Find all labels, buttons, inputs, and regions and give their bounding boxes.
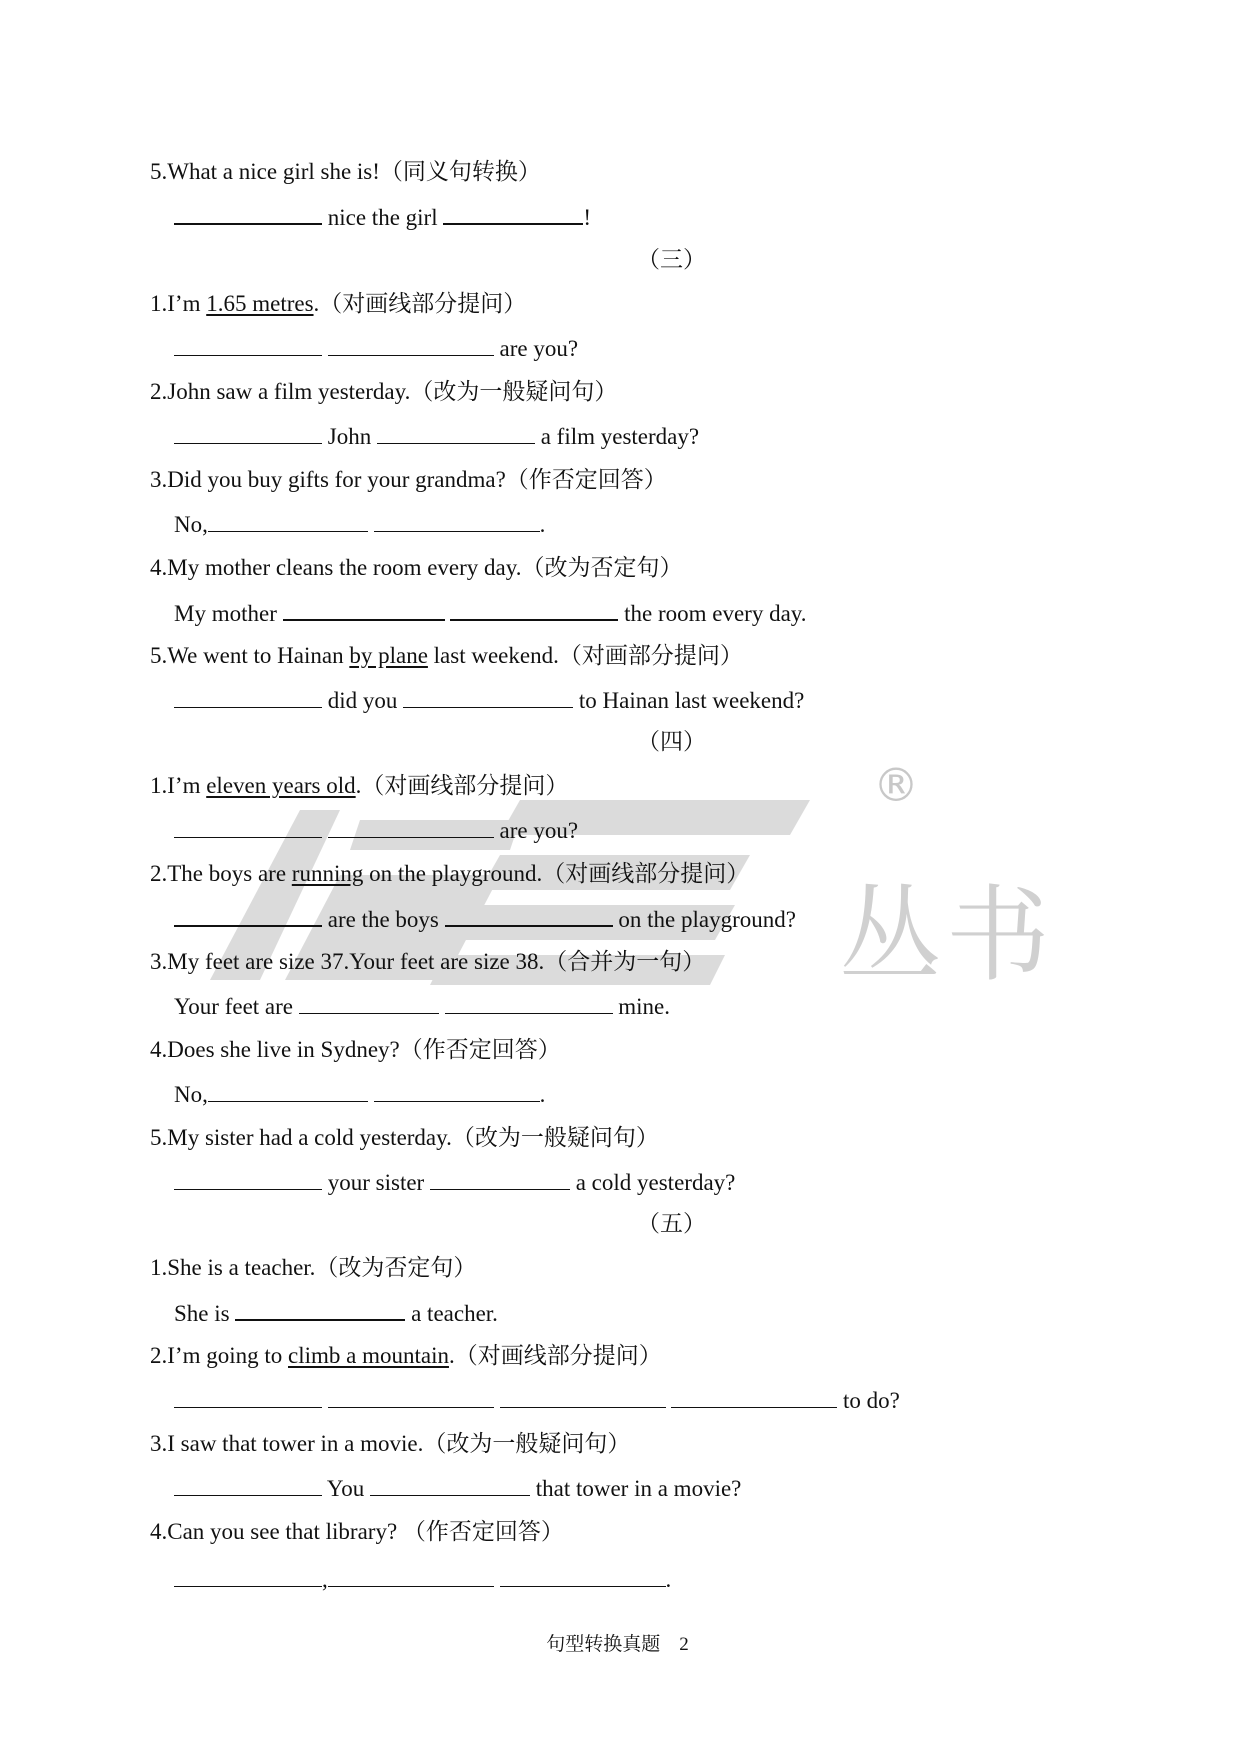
answer-line: are you? (174, 333, 578, 364)
answer-line: You that tower in a movie? (174, 1473, 741, 1504)
answer-blank[interactable] (174, 1385, 322, 1408)
answer-line: She is a teacher. (174, 1297, 498, 1329)
answer-line: John a film yesterday? (174, 421, 699, 452)
answer-blank[interactable] (500, 1385, 666, 1408)
answer-blank[interactable] (328, 333, 494, 356)
answer-blank[interactable] (430, 1167, 570, 1190)
question-text: 1.I’m eleven years old.（对画线部分提问） (150, 773, 569, 798)
question-text: 2.I’m going to climb a mountain.（对画线部分提问） (150, 1343, 662, 1368)
underlined-part: 1.65 metres (206, 291, 314, 316)
question-text: 5.What a nice girl she is!（同义句转换） (150, 159, 541, 184)
answer-blank[interactable] (671, 1385, 837, 1408)
answer-blank[interactable] (174, 1167, 322, 1190)
answer-blank[interactable] (403, 685, 573, 708)
question-text: 1.She is a teacher.（改为否定句） (150, 1255, 477, 1280)
answer-line: No, . (174, 509, 545, 540)
answer-blank[interactable] (445, 903, 613, 927)
answer-blank[interactable] (377, 421, 535, 444)
answer-blank[interactable] (174, 1473, 322, 1496)
answer-blank[interactable] (208, 509, 368, 532)
answer-blank[interactable] (450, 597, 618, 621)
underlined-part: eleven years old (206, 773, 356, 798)
question-text: 4.Can you see that library? （作否定回答） (150, 1519, 564, 1544)
section-heading: （四） (637, 729, 706, 754)
question-text: 3.My feet are size 37.Your feet are size 38.（合并为一句） (150, 949, 706, 974)
answer-blank[interactable] (328, 1385, 494, 1408)
answer-line: nice the girl ! (174, 201, 591, 233)
question-text: 3.Did you buy gifts for your grandma?（作否定回答） (150, 467, 667, 492)
section-heading: （三） (637, 247, 706, 272)
answer-line: , . (174, 1564, 671, 1595)
answer-blank[interactable] (328, 815, 494, 838)
answer-line: Your feet are mine. (174, 991, 670, 1022)
answer-blank[interactable] (374, 509, 540, 532)
question-text: 1.I’m 1.65 metres.（对画线部分提问） (150, 291, 527, 316)
registered-mark: ® (873, 758, 919, 812)
underlined-part: running (291, 861, 364, 886)
answer-blank[interactable] (445, 991, 613, 1014)
watermark-text: 丛书 (838, 874, 1055, 996)
answer-line: to do? (174, 1385, 900, 1416)
answer-line: My mother the room every day. (174, 597, 807, 629)
question-text: 5.My sister had a cold yesterday.（改为一般疑问句） (150, 1125, 659, 1150)
answer-blank[interactable] (443, 201, 583, 225)
answer-line: did you to Hainan last weekend? (174, 685, 804, 716)
answer-line: are the boys on the playground? (174, 903, 796, 935)
answer-blank[interactable] (174, 421, 322, 444)
answer-blank[interactable] (174, 815, 322, 838)
answer-blank[interactable] (299, 991, 439, 1014)
question-text: 2.The boys are running on the playground.（对画线部分提问） (150, 861, 750, 886)
question-text: 4.Does she live in Sydney?（作否定回答） (150, 1037, 561, 1062)
question-text: 2.John saw a film yesterday.（改为一般疑问句） (150, 379, 618, 404)
answer-blank[interactable] (174, 685, 322, 708)
answer-blank[interactable] (208, 1079, 368, 1102)
answer-blank[interactable] (174, 201, 322, 225)
answer-blank[interactable] (370, 1473, 530, 1496)
underlined-part: climb a mountain (288, 1343, 449, 1368)
answer-blank[interactable] (235, 1297, 405, 1321)
question-text: 3.I saw that tower in a movie.（改为一般疑问句） (150, 1431, 631, 1456)
question-text: 4.My mother cleans the room every day.（改为否定句） (150, 555, 683, 580)
answer-line: are you? (174, 815, 578, 846)
answer-blank[interactable] (174, 333, 322, 356)
answer-blank[interactable] (174, 903, 322, 927)
answer-blank[interactable] (283, 597, 445, 621)
page-footer: 句型转换真题 2 (546, 1634, 689, 1655)
underlined-part: by plane (349, 643, 428, 668)
answer-blank[interactable] (374, 1079, 540, 1102)
answer-blank[interactable] (328, 1564, 494, 1587)
section-heading: （五） (637, 1211, 706, 1236)
answer-line: your sister a cold yesterday? (174, 1167, 735, 1198)
answer-blank[interactable] (500, 1564, 666, 1587)
question-text: 5.We went to Hainan by plane last weekend.（对画部分提问） (150, 643, 743, 668)
answer-blank[interactable] (174, 1564, 322, 1587)
answer-line: No, . (174, 1079, 545, 1110)
